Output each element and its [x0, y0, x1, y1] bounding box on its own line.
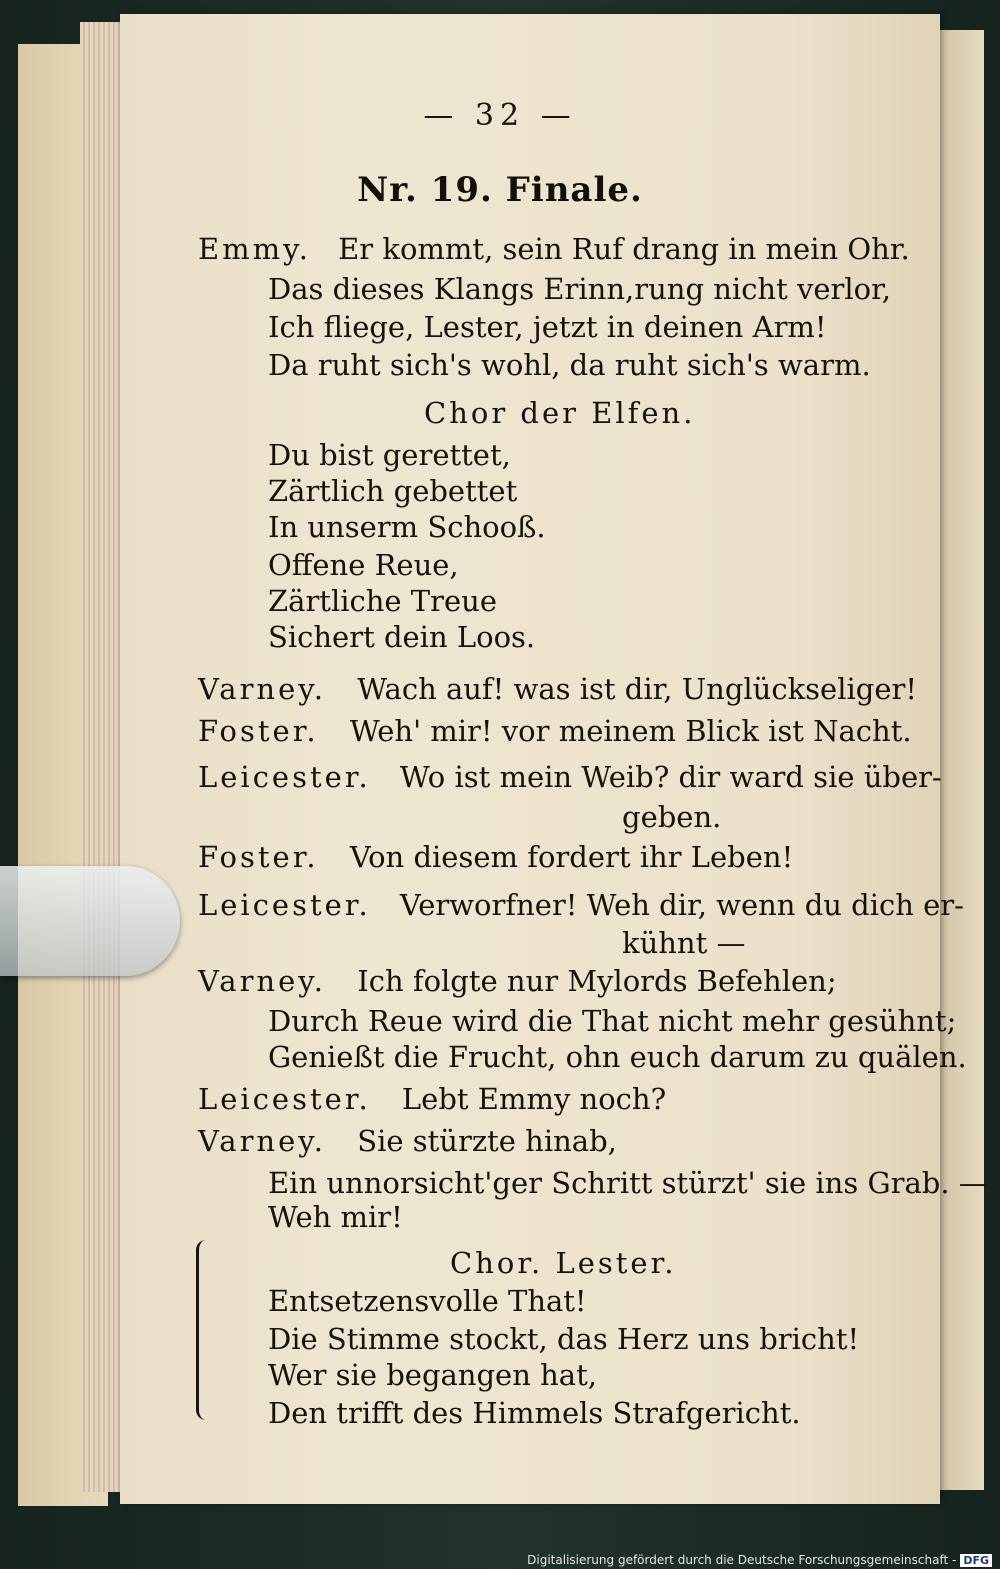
libretto-line — [198, 760, 942, 794]
line-text: Weh' mir! vor meinem Blick ist Nacht. — [349, 714, 912, 748]
libretto-line — [198, 714, 912, 748]
speaker-name: Varney. — [198, 672, 327, 706]
libretto-line: Da ruht sich's wohl, da ruht sich's warm. — [268, 348, 871, 382]
line-text: Er kommt, sein Ruf drang in mein Ohr. — [338, 232, 910, 266]
libretto-line — [198, 1082, 666, 1116]
libretto-line — [198, 888, 964, 922]
line-text: Ich folgte nur Mylords Befehlen; — [357, 964, 837, 998]
speaker-name: Varney. — [198, 964, 327, 998]
libretto-line — [198, 232, 910, 266]
libretto-line: Das dieses Klangs Erinn,rung nicht verlor, — [268, 272, 892, 306]
libretto-line: Zärtlich gebettet — [268, 474, 518, 508]
libretto-line: Offene Reue, — [268, 548, 459, 582]
chorus-heading: Chor. Lester. — [450, 1246, 677, 1280]
line-text: Wo ist mein Weib? dir ward sie über- — [399, 760, 942, 794]
libretto-line — [198, 672, 917, 706]
page-number: — 32 — — [423, 98, 577, 133]
libretto-line: Durch Reue wird die That nicht mehr gesühnt; — [268, 1004, 957, 1038]
chorus-heading: Chor der Elfen. — [424, 396, 696, 430]
libretto-line: Wer sie begangen hat, — [268, 1358, 597, 1392]
credit-text: Digitalisierung gefördert durch die Deutsche Forschungsgemeinschaft - — [527, 1553, 957, 1567]
libretto-line: Die Stimme stockt, das Herz uns bricht! — [268, 1322, 860, 1356]
libretto-line: Weh mir! — [268, 1200, 403, 1234]
libretto-line — [198, 1124, 617, 1158]
speaker-name: Foster. — [198, 840, 319, 874]
libretto-line: Du bist gerettet, — [268, 438, 511, 472]
libretto-line: Genießt die Frucht, ohn euch darum zu quälen. — [268, 1040, 967, 1074]
dfg-logo: DFG — [960, 1554, 992, 1567]
libretto-line: Entsetzensvolle That! — [268, 1284, 587, 1318]
speaker-name: Varney. — [198, 1124, 327, 1158]
chorus-brace — [196, 1240, 217, 1420]
libretto-line — [198, 964, 837, 998]
digitization-credit — [527, 1553, 992, 1567]
speaker-name: Leicester. — [198, 760, 371, 794]
libretto-line: Den trifft des Himmels Strafgericht. — [268, 1396, 801, 1430]
speaker-name: Leicester. — [198, 888, 371, 922]
libretto-line: Sichert dein Loos. — [268, 620, 536, 654]
facing-page-edge — [936, 30, 984, 1490]
line-text: Wach auf! was ist dir, Unglückseliger! — [357, 672, 918, 706]
libretto-line: geben. — [622, 800, 722, 834]
libretto-line: kühnt — — [622, 926, 746, 960]
libretto-line: Ein unnorsicht'ger Schritt stürzt' sie ins Grab. — — [268, 1166, 988, 1200]
page-holder-clip — [0, 866, 180, 976]
libretto-line: In unserm Schooß. — [268, 510, 546, 544]
line-text: Lebt Emmy noch? — [401, 1082, 667, 1116]
line-text: Sie stürzte hinab, — [357, 1124, 617, 1158]
speaker-name: Foster. — [198, 714, 319, 748]
line-text: Verworfner! Weh dir, wenn du dich er- — [399, 888, 964, 922]
speaker-name: Leicester. — [198, 1082, 371, 1116]
speaker-name: Emmy. — [198, 232, 311, 266]
libretto-line: Ich fliege, Lester, jetzt in deinen Arm! — [268, 310, 827, 344]
section-title: Nr. 19. Finale. — [357, 170, 643, 210]
libretto-line: Zärtliche Treue — [268, 584, 498, 618]
libretto-line — [198, 840, 793, 874]
line-text: Von diesem fordert ihr Leben! — [349, 840, 794, 874]
